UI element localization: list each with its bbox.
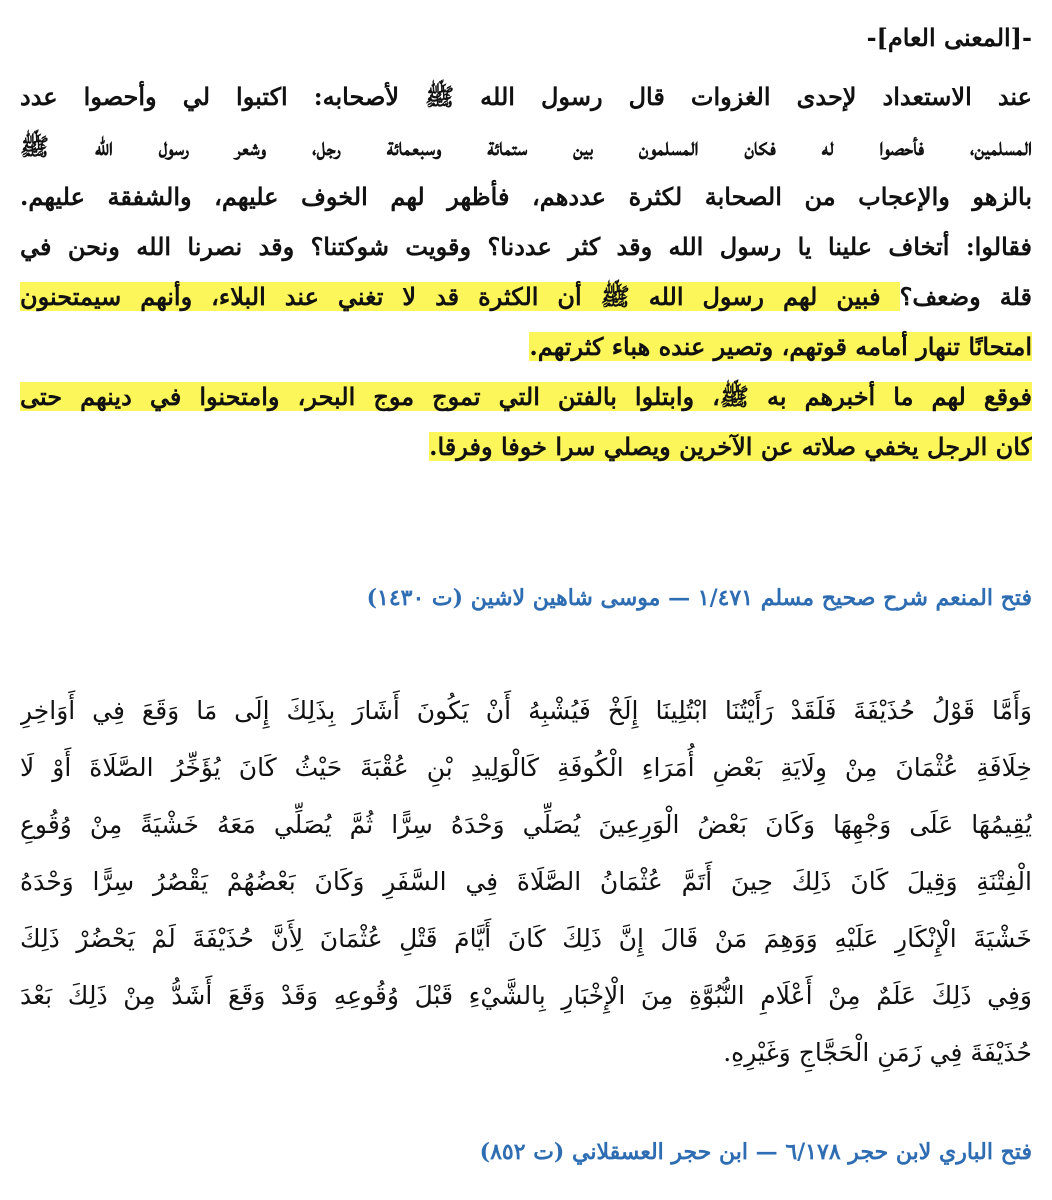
text-line <box>20 322 1032 372</box>
highlighted-text-segment: فوقع لهم ما أخبرهم به ﷺ، وابتلوا بالفتن التي تموج موج البحر، وامتحنوا في دينهم حتى <box>20 382 1032 411</box>
highlighted-text-segment: كان الرجل يخفي صلاته عن الآخرين ويصلي سرا خوفا وفرقا. <box>429 432 1032 461</box>
highlighted-text-segment: فبين لهم رسول الله ﷺ أن الكثرة قد لا تغني عند البلاء، وأنهم سيمتحنون <box>20 282 900 311</box>
outcome-paragraph <box>20 372 1032 472</box>
text-line: الْفِتْنَةِ وَقِيلَ كَانَ ذَلِكَ حِينَ أَتَمَّ عُثْمَانُ الصَّلَاةَ فِي السَّفَرِ وَكَانَ بَعْضُهُمْ يَقْصُرُ سِرًّا وَحْدَهُ <box>20 867 1032 896</box>
source-citation: فتح المنعم شرح صحيح مسلم ١/٤٧١ — موسى شاهين لاشين (ت ١٤٣٠) <box>366 585 1032 611</box>
text-line: وَفِي ذَلِكَ عَلَمٌ مِنْ أَعْلَامِ النُّبُوَّةِ مِنَ الْإِخْبَارِ بِالشَّيْءِ قَبْلَ وُقُوعِهِ وَقَدْ وَقَعَ أَشَدُّ مِنْ ذَلِكَ بَعْدَ <box>20 981 1032 1010</box>
text-line <box>20 372 1032 422</box>
text-line: المسلمين، فأحصوا له فكان المسلمون بين ستمائة وسبعمائة رجل، وشعر رسول الله ﷺ <box>20 132 1032 161</box>
text-line: بالزهو والإعجاب من الصحابة لكثرة عددهم، فأظهر لهم الخوف عليهم، والشفقة عليهم. <box>20 182 1032 211</box>
text-line: وَأَمَّا قَوْلُ حُذَيْفَةَ فَلَقَدْ رَأَيْتُنَا ابْتُلِينَا إِلَخْ فَيُشْبِهُ أَنْ يَكُونَ أَشَارَ بِذَلِكَ إِلَى مَا وَقَعَ فِي أَوَاخِرِ <box>20 696 1032 725</box>
text-line: حُذَيْفَةَ فِي زَمَنِ الْحَجَّاجِ وَغَيْرِهِ. <box>723 1038 1032 1067</box>
general-meaning-paragraph <box>20 72 1032 372</box>
text-line <box>20 422 1032 472</box>
classical-commentary <box>20 682 1032 1081</box>
text-line <box>20 272 1032 322</box>
source-citation: فتح الباري لابن حجر ٦/١٧٨ — ابن حجر العسقلاني (ت ٨٥٢) <box>479 1139 1032 1165</box>
text-line: يُقِيمُهَا عَلَى وَجْهِهَا وَكَانَ بَعْضُ الْوَرِعِينَ يُصَلِّي وَحْدَهُ سِرًّا ثُمَّ يُصَلِّي مَعَهُ خَشْيَةً مِنْ وُقُوعِ <box>20 810 1032 839</box>
section-heading: -[المعنى العام]- <box>866 23 1032 52</box>
highlighted-text-segment: امتحانًا تنهار أمامه قوتهم، وتصير عنده هباء كثرتهم. <box>529 332 1032 361</box>
text-line: عند الاستعداد لإحدى الغزوات قال رسول الله ﷺ لأصحابه: اكتبوا لي وأحصوا عدد <box>20 82 1032 111</box>
text-line: فقالوا: أتخاف علينا يا رسول الله وقد كثر عددنا؟ وقويت شوكتنا؟ وقد نصرنا الله ونحن في <box>20 232 1032 261</box>
text-line: خِلَافَةِ عُثْمَانَ مِنْ وِلَايَةِ بَعْضِ أُمَرَاءِ الْكُوفَةِ كَالْوَلِيدِ بْنِ عُقْبَةَ حَيْثُ كَانَ يُؤَخِّرُ الصَّلَاةَ أَوْ لَا <box>20 753 1032 782</box>
plain-text-segment: قلة وضعف؟ <box>899 282 1032 311</box>
text-line: خَشْيَةَ الْإِنْكَارِ عَلَيْهِ وَوَهِمَ مَنْ قَالَ إِنَّ ذَلِكَ كَانَ أَيَّامَ قَتْلِ عُثْمَانَ لِأَنَّ حُذَيْفَةَ لَمْ يَحْضُرْ ذَلِكَ <box>20 924 1032 953</box>
